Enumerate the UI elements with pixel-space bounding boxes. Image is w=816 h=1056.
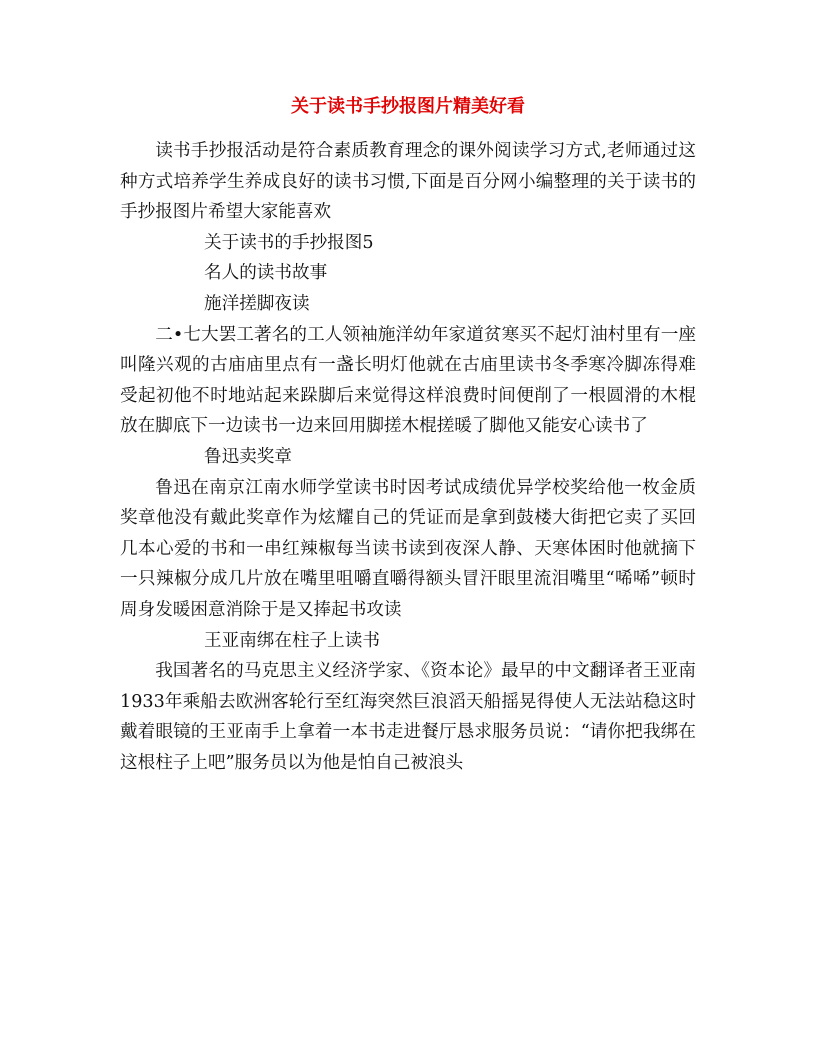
section-heading: 名人的读书故事	[204, 263, 328, 284]
section-heading: 关于读书的手抄报图5	[204, 232, 374, 253]
story-heading: 鲁迅卖奖章	[204, 446, 292, 467]
story-paragraph: 鲁迅在南京江南水师学堂读书时因考试成绩优异学校奖给他一枚金质奖章他没有戴此奖章作为炫耀自己的凭证而是拿到鼓楼大街把它卖了买回几本心爱的书和一串红辣椒每当读书读到夜深人静、天寒体困时他就摘下一只辣椒分成几片放在嘴里咀嚼直嚼得额头冒汗眼里流泪嘴里“唏唏”顿时周身发暖困意消除于是又捧起书攻读	[120, 477, 696, 620]
document-body	[120, 136, 696, 778]
story-heading: 王亚南绑在柱子上读书	[204, 630, 380, 651]
intro-paragraph: 读书手抄报活动是符合素质教育理念的课外阅读学习方式,老师通过这种方式培养学生养成良好的读书习惯,下面是百分网小编整理的关于读书的手抄报图片希望大家能喜欢	[120, 141, 696, 223]
story-paragraph: 我国著名的马克思主义经济学家、《资本论》最早的中文翻译者王亚南1933年乘船去欧洲客轮行至红海突然巨浪滔天船摇晃得使人无法站稳这时戴着眼镜的王亚南手上拿着一本书走进餐厅恳求服务员说：“请你把我绑在这根柱子上吧”服务员以为他是怕自己被浪头	[120, 661, 696, 773]
story-heading: 施洋搓脚夜读	[204, 293, 310, 314]
story-paragraph: 二•七大罢工著名的工人领袖施洋幼年家道贫寒买不起灯油村里有一座叫隆兴观的古庙庙里点有一盏长明灯他就在古庙里读书冬季寒冷脚冻得难受起初他不时地站起来跺脚后来觉得这样浪费时间便削了一根圆滑的木棍放在脚底下一边读书一边来回用脚搓木棍搓暖了脚他又能安心读书了	[120, 324, 696, 437]
document-title: 关于读书手抄报图片精美好看	[291, 96, 525, 117]
